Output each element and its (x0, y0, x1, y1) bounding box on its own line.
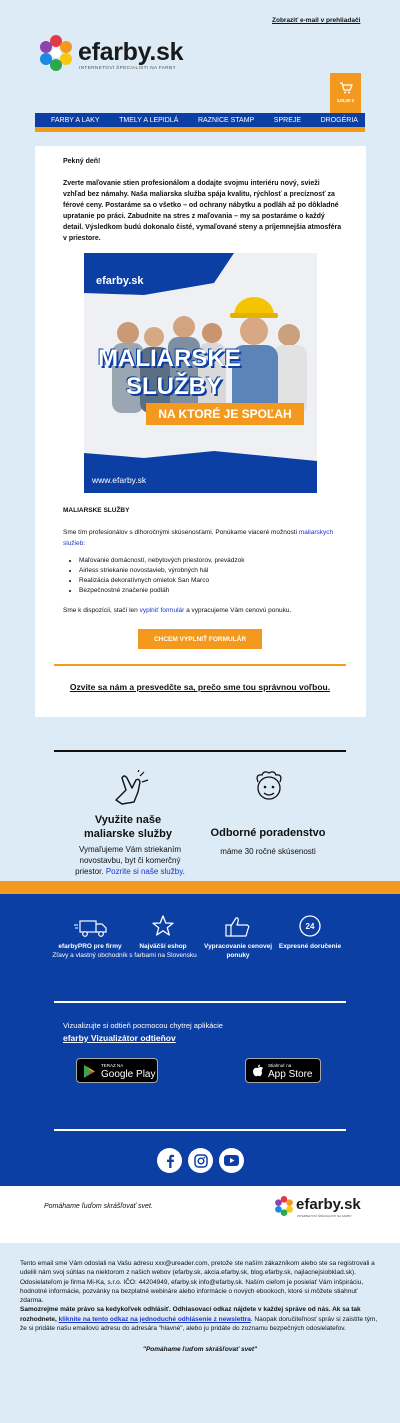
legal-deliverability-text: . Naopak doručiteľnosť správ si zaistíte tým, že si pridáte našu emailovú adresu do adresára "hlavné", alebo ju pridáte do zoznamu bezpečných odosielateľov. (20, 1315, 378, 1333)
services-text: Sme tím profesionálov s dlhoročnými skúsenosťami. Ponúkame viaceré možnosti (63, 529, 299, 536)
benefit-delivery-title: Expresné doručenie (278, 943, 342, 950)
hand-icon (112, 770, 150, 806)
benefit-delivery (278, 942, 342, 951)
footer-quote: "Pomáhame ľuďom skrášľovať svet" (142, 1346, 258, 1353)
benefit-pro-text: Zľavy a vlastný obchodník (52, 952, 128, 959)
list-item: • Bezpečnostné značenie podláh (79, 586, 343, 596)
logo[interactable]: efarby.sk (78, 38, 184, 66)
expert-icon (252, 770, 286, 806)
nav-item-farby[interactable]: FARBY A LAKY (51, 116, 100, 124)
visualizer-text: Vizualizujte si odtieň pocmocou chytrej aplikácie (63, 1021, 223, 1030)
benefit-pro-title: efarbyPRO pre firmy (58, 943, 122, 950)
feature-text-services (68, 844, 192, 877)
instagram-icon (194, 1154, 208, 1168)
visualizer-block (63, 1020, 343, 1045)
logo-subtitle: INTERNETOVÍ ŠPECIALISTI NA FARBY (79, 66, 176, 71)
thumbs-up-icon (225, 916, 251, 938)
fill-form-button[interactable]: CHCEM VYPLNIŤ FORMULÁR (138, 629, 262, 649)
benefit-eshop (128, 942, 198, 960)
feature-text-pre: Vymaľujeme Vám striekaním novostavbu, byt či komerčný priestor. (75, 845, 182, 876)
app-store-small: Stiahnuť na (268, 1063, 292, 1068)
benefit-eshop-title: Najväčší eshop (139, 943, 187, 950)
benefit-eshop-text: s farbami na Slovensku (129, 952, 197, 959)
google-play-button[interactable] (76, 1058, 158, 1083)
orange-band (0, 881, 400, 894)
cart-button[interactable] (330, 73, 361, 113)
nav-item-tmely[interactable]: TMELY A LEPIDLÁ (119, 116, 179, 124)
services-page-link[interactable]: Pozrite si naše služby (105, 867, 183, 876)
divider (54, 1001, 346, 1003)
benefit-quote (200, 942, 276, 960)
divider (54, 750, 346, 752)
intro-text: Zverte maľovanie stien profesionálom a dodajte svojmu interiéru nový, svieži vzhľad bez námahy. Naša maliarska služba spája kvalitu, rýchlosť a precíznosť za férové ceny. Postaráme sa o všetko – od ochrany nábytku a podláh až po dôkladné upratanie po práci. Zabudnite na stres z maľovania – my sa postaráme o každý detail. Výsledkom budú dokonalo čisté, vymaľované steny a príjemnejšia atmosféra v priestore. (63, 180, 342, 242)
services-paragraph (63, 527, 343, 549)
hero-banner[interactable] (84, 253, 317, 493)
unsubscribe-link[interactable]: kliknite na tento odkaz na jednoduché odhlásenie z newslettra (58, 1315, 251, 1323)
list-item: • Maľovanie domácností, nebytových priestorov, prevádzok (79, 556, 343, 566)
benefit-pro (50, 942, 130, 960)
nav-underline (35, 127, 365, 132)
banner-title-2: SLUŽBY (126, 373, 222, 400)
list-item: • Airless striekanie novostavieb, výrobných hál (79, 566, 343, 576)
apple-icon (252, 1064, 264, 1078)
banner-title-1: MALIARSKE (98, 345, 241, 372)
banner-url: www.efarby.sk (92, 475, 147, 485)
app-store-button[interactable] (245, 1058, 321, 1083)
divider (54, 1129, 346, 1131)
list-item: • Realizácia dekoratívnych omietok San Marco (79, 576, 343, 586)
youtube-button[interactable] (219, 1148, 244, 1173)
google-play-small: TERAZ NA (101, 1063, 124, 1068)
cart-icon (339, 82, 353, 94)
banner-subtitle: NA KTORÉ JE SPOĽAH (146, 403, 304, 425)
view-in-browser-link[interactable]: Zobraziť e-mail v prehliadači (272, 17, 361, 24)
legal-paragraph-1: Tento email sme Vám odoslali na Vašu adresu xxx@ureader.com, pretože ste naším zákazníkom alebo ste sa registrovali a udelili nám svoj súhlas na niektorom z našich webov (efarby.sk, akcia.efarby.sk, blog.efarby.sk, najlacnejsiobklad.sk). Odosielateľom je firma Mi-Ka, s.r.o. IČO: 44204949, efarby.sk info@efarby.sk. Naším cieľom je posielať Vám inšpiráciu, hodnotné informácie, pozvánky na bezplatné webináre alebo informácie o nových ebookoch, ktoré si môžete stiahnuť zdarma. (20, 1260, 375, 1305)
google-play-label: Google Play (101, 1069, 156, 1080)
footer-logo-subtitle: INTERNETOVÍ ŠPECIALISTI NA FARBY (297, 1214, 352, 1218)
logo-flower-icon (38, 34, 74, 72)
google-play-icon (83, 1064, 97, 1079)
tagline-link[interactable]: Ozvite sa nám a presvedčte sa, prečo sme tou správnou voľbou. (69, 682, 331, 692)
footer-logo-flower-icon (274, 1195, 294, 1217)
banner-logo: efarby.sk (96, 275, 144, 287)
facebook-icon (164, 1154, 176, 1168)
services-list (63, 556, 343, 596)
divider (54, 664, 346, 666)
form-text-post: a vypracujeme Vám cenovú ponuku. (184, 607, 292, 614)
services-link[interactable]: maliarskych služieb (63, 529, 334, 547)
youtube-icon (224, 1155, 239, 1166)
svg-text:24: 24 (305, 922, 315, 931)
nav-item-raznice[interactable]: RAZNICE STAMP (197, 116, 255, 124)
legal-unsubscribe-text: Samozrejme máte právo sa kedykoľvek odhlásiť. Odhlasovací odkaz nájdete v každej správe od nás. Ak sa tak rozhodnete, (20, 1306, 361, 1323)
express-24-icon (298, 914, 322, 938)
form-paragraph (63, 605, 348, 616)
section-title: MALIARSKE SLUŽBY (63, 507, 130, 514)
app-store-label: App Store (268, 1069, 313, 1080)
cart-amount: 120,00 € (336, 98, 355, 103)
feature-title-services: Využite naše maliarske služby (83, 814, 173, 840)
greeting: Pekný deň! (63, 158, 101, 165)
facebook-button[interactable] (157, 1148, 182, 1173)
legal-text (20, 1259, 380, 1333)
nav-item-spreje[interactable]: SPREJE (273, 116, 302, 124)
feature-text-post: . (182, 867, 185, 876)
instagram-button[interactable] (188, 1148, 213, 1173)
form-text-pre: Sme k dispozícii, stačí len (63, 607, 140, 614)
services-colon: : (83, 540, 86, 547)
feature-title-advice: Odborné poradenstvo (210, 827, 326, 839)
nav-item-drogeria[interactable]: DROGÉRIA (320, 116, 358, 124)
footer-logo[interactable]: efarby.sk (296, 1196, 361, 1213)
feature-text-advice: máme 30 ročné skúsenosti (220, 847, 316, 856)
benefit-quote-title: Vypracovanie cenovej ponuky (203, 943, 273, 959)
form-link[interactable]: vyplniť formulár (139, 607, 185, 614)
footer-slogan: Pomáhame ľuďom skrášľovať svet. (44, 1203, 153, 1210)
main-nav (35, 113, 365, 127)
star-icon (152, 915, 174, 937)
visualizer-link[interactable]: efarby Vizualizátor odtieňov (63, 1033, 176, 1043)
truck-icon (74, 918, 108, 938)
